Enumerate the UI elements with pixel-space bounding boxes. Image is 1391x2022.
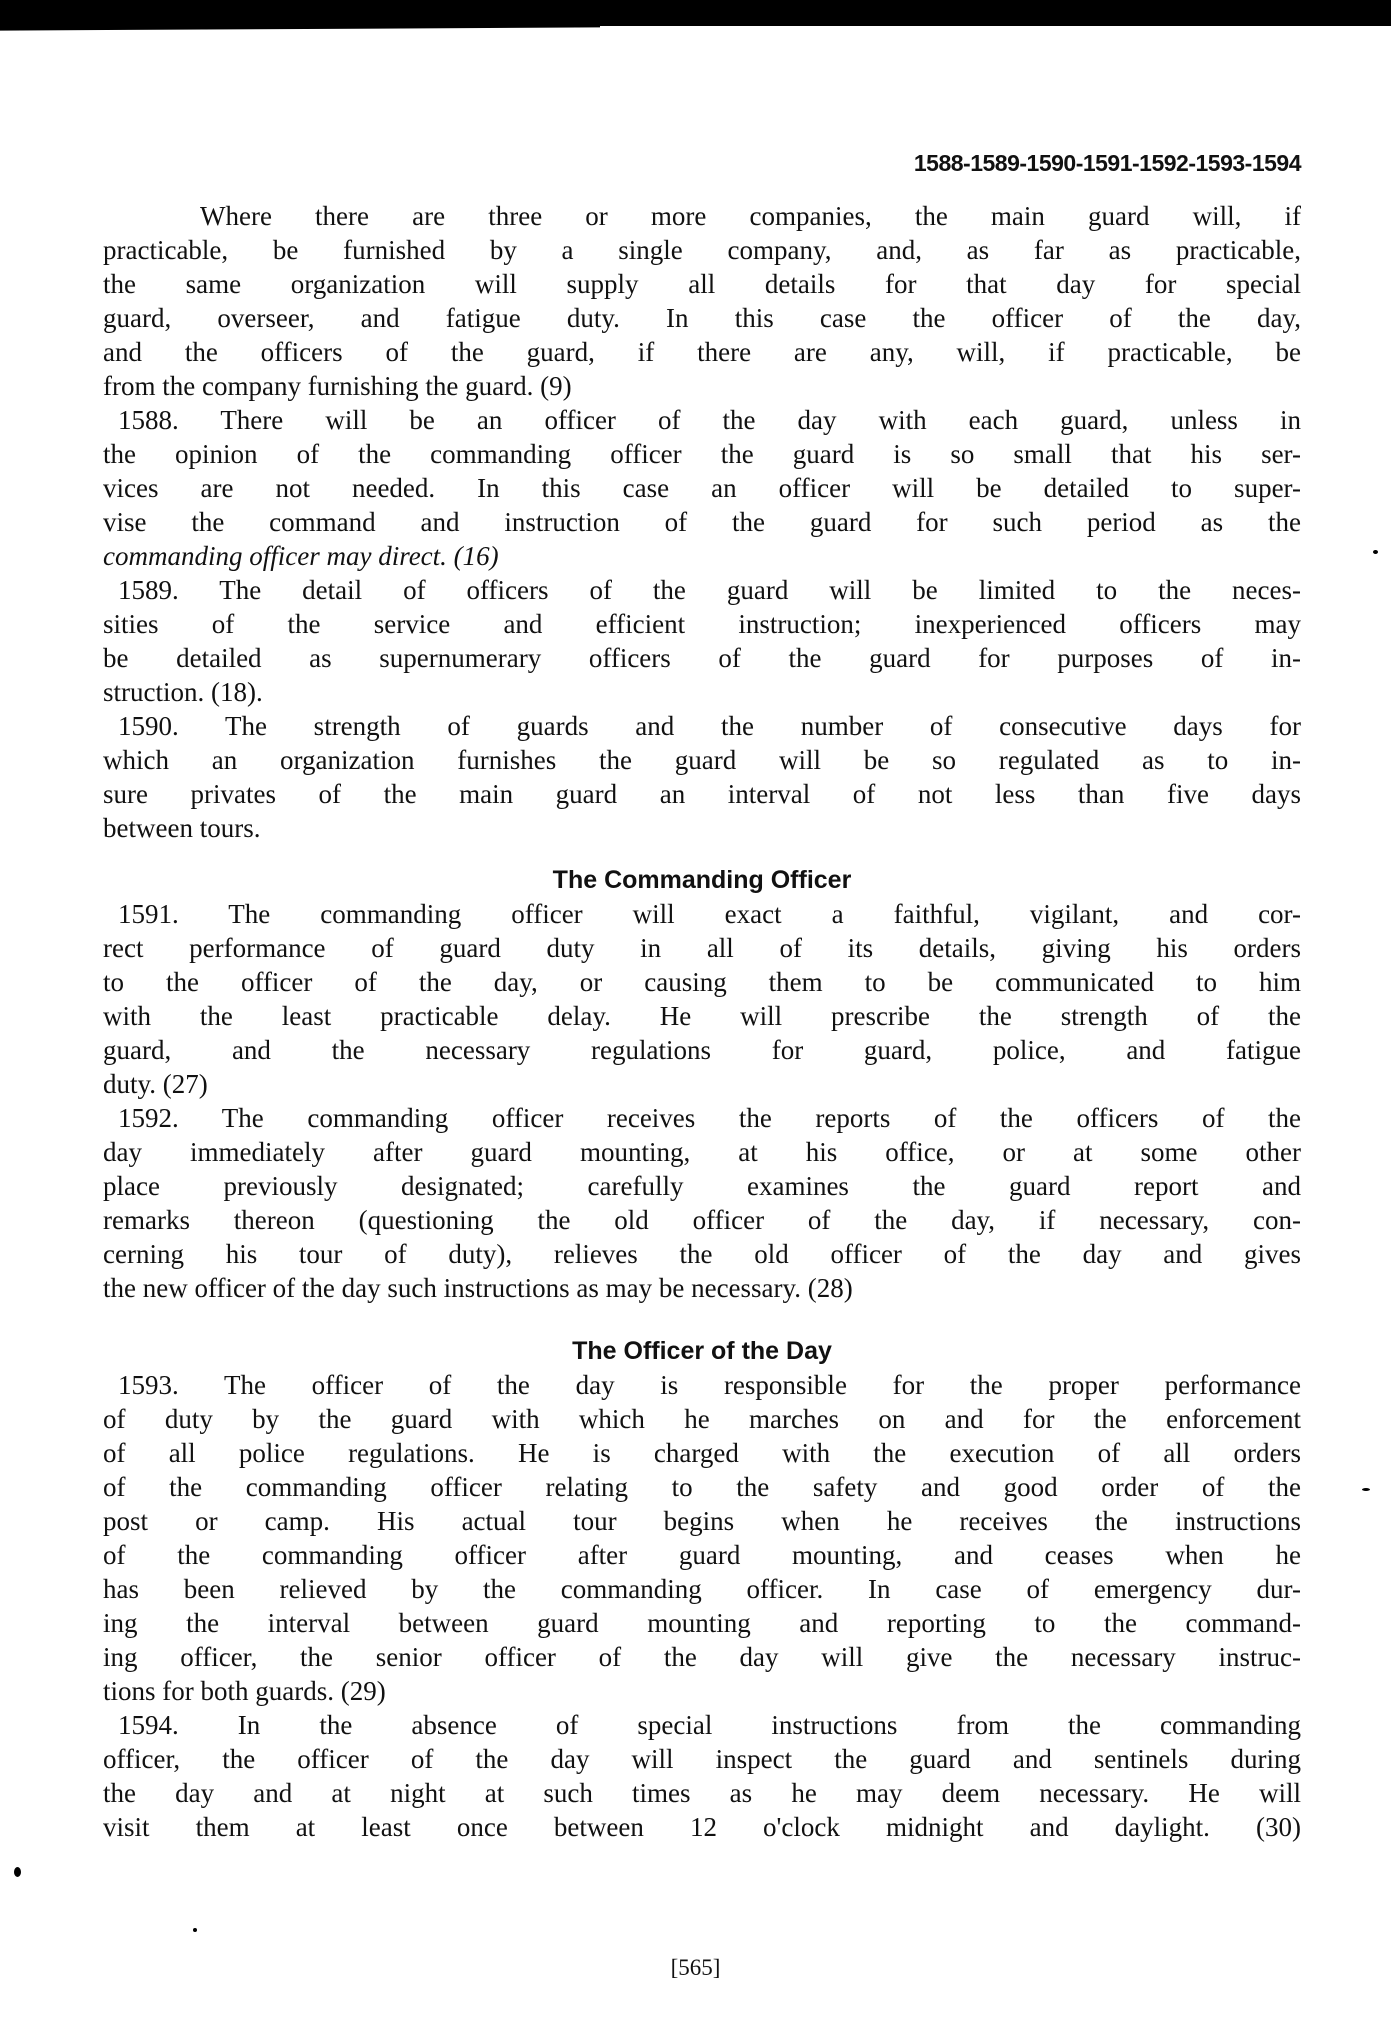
text-line: sities of the service and efficient instruction; inexperienced officers may — [103, 609, 1301, 639]
scan-top-border — [0, 0, 1391, 26]
text-line: to the officer of the day, or causing them to be communicated to him — [103, 967, 1301, 997]
text-line: duty. (27) — [103, 1069, 208, 1099]
text-line: guard, and the necessary regulations for guard, police, and fatigue — [103, 1035, 1301, 1065]
text-line: officer, the officer of the day will inspect the guard and sentinels during — [103, 1744, 1301, 1774]
text-line: sure privates of the main guard an interval of not less than five days — [103, 779, 1301, 809]
text-line: commanding officer may direct. (16) — [103, 541, 499, 571]
text-line: day immediately after guard mounting, at his office, or at some other — [103, 1137, 1301, 1167]
paragraph-first-line: 1593. The officer of the day is responsible for the proper performance — [118, 1370, 1301, 1400]
paragraph-first-line: 1589. The detail of officers of the guard will be limited to the neces- — [118, 575, 1301, 605]
text-line: vise the command and instruction of the guard for such period as the — [103, 507, 1301, 537]
paragraph-first-line: 1588. There will be an officer of the day with each guard, unless in — [118, 405, 1301, 435]
text-line: post or camp. His actual tour begins when he receives the instructions — [103, 1506, 1301, 1536]
text-line: of the commanding officer relating to the safety and good order of the — [103, 1472, 1301, 1502]
paragraph-first-line: 1590. The strength of guards and the number of consecutive days for — [118, 711, 1301, 741]
text-line: and the officers of the guard, if there are any, will, if practicable, be — [103, 337, 1301, 367]
text-line: the same organization will supply all details for that day for special — [103, 269, 1301, 299]
text-line: ing the interval between guard mounting and reporting to the command- — [103, 1608, 1301, 1638]
text-line: guard, overseer, and fatigue duty. In this case the officer of the day, — [103, 303, 1301, 333]
text-line: of the commanding officer after guard mounting, and ceases when he — [103, 1540, 1301, 1570]
text-line: from the company furnishing the guard. (9) — [103, 371, 572, 401]
scan-speck — [14, 1867, 21, 1877]
text-line: visit them at least once between 12 o'clock midnight and daylight. (30) — [103, 1812, 1301, 1842]
scan-speck — [1373, 550, 1378, 554]
page-body-text — [103, 199, 1301, 1844]
paragraph-first-line: 1591. The commanding officer will exact a faithful, vigilant, and cor- — [118, 899, 1301, 929]
text-line: the day and at night at such times as he may deem necessary. He will — [103, 1778, 1301, 1808]
text-line: ing officer, the senior officer of the day will give the necessary instruc- — [103, 1642, 1301, 1672]
text-line: remarks thereon (questioning the old officer of the day, if necessary, con- — [103, 1205, 1301, 1235]
section-range-header: 1588-1589-1590-1591-1592-1593-1594 — [913, 150, 1301, 176]
scan-speck — [1362, 1488, 1370, 1491]
text-line: place previously designated; carefully examines the guard report and — [103, 1171, 1301, 1201]
text-line: the new officer of the day such instructions as may be necessary. (28) — [103, 1273, 853, 1303]
text-line: struction. (18). — [103, 677, 263, 707]
page-number: [565] — [670, 1955, 721, 1980]
text-line: has been relieved by the commanding officer. In case of emergency dur- — [103, 1574, 1301, 1604]
text-line: of all police regulations. He is charged with the execution of all orders — [103, 1438, 1301, 1468]
section-heading: The Commanding Officer — [552, 866, 852, 894]
paragraph-first-line: 1592. The commanding officer receives the reports of the officers of the — [118, 1103, 1301, 1133]
text-line: be detailed as supernumerary officers of the guard for purposes of in- — [103, 643, 1301, 673]
section-heading: The Officer of the Day — [572, 1337, 832, 1365]
text-line: Where there are three or more companies, the main guard will, if — [200, 201, 1301, 231]
text-line: which an organization furnishes the guard will be so regulated as to in- — [103, 745, 1301, 775]
text-line: of duty by the guard with which he marches on and for the enforcement — [103, 1404, 1301, 1434]
text-line: with the least practicable delay. He will prescribe the strength of the — [103, 1001, 1301, 1031]
text-line: vices are not needed. In this case an officer will be detailed to super- — [103, 473, 1301, 503]
text-line: cerning his tour of duty), relieves the old officer of the day and gives — [103, 1239, 1301, 1269]
text-line: the opinion of the commanding officer the guard is so small that his ser- — [103, 439, 1301, 469]
text-line: between tours. — [103, 813, 261, 843]
text-line: rect performance of guard duty in all of its details, giving his orders — [103, 933, 1301, 963]
text-line: tions for both guards. (29) — [103, 1676, 386, 1706]
paragraph-first-line: 1594. In the absence of special instructions from the commanding — [118, 1710, 1301, 1740]
text-line: practicable, be furnished by a single company, and, as far as practicable, — [103, 235, 1301, 265]
scan-speck — [193, 1928, 197, 1932]
